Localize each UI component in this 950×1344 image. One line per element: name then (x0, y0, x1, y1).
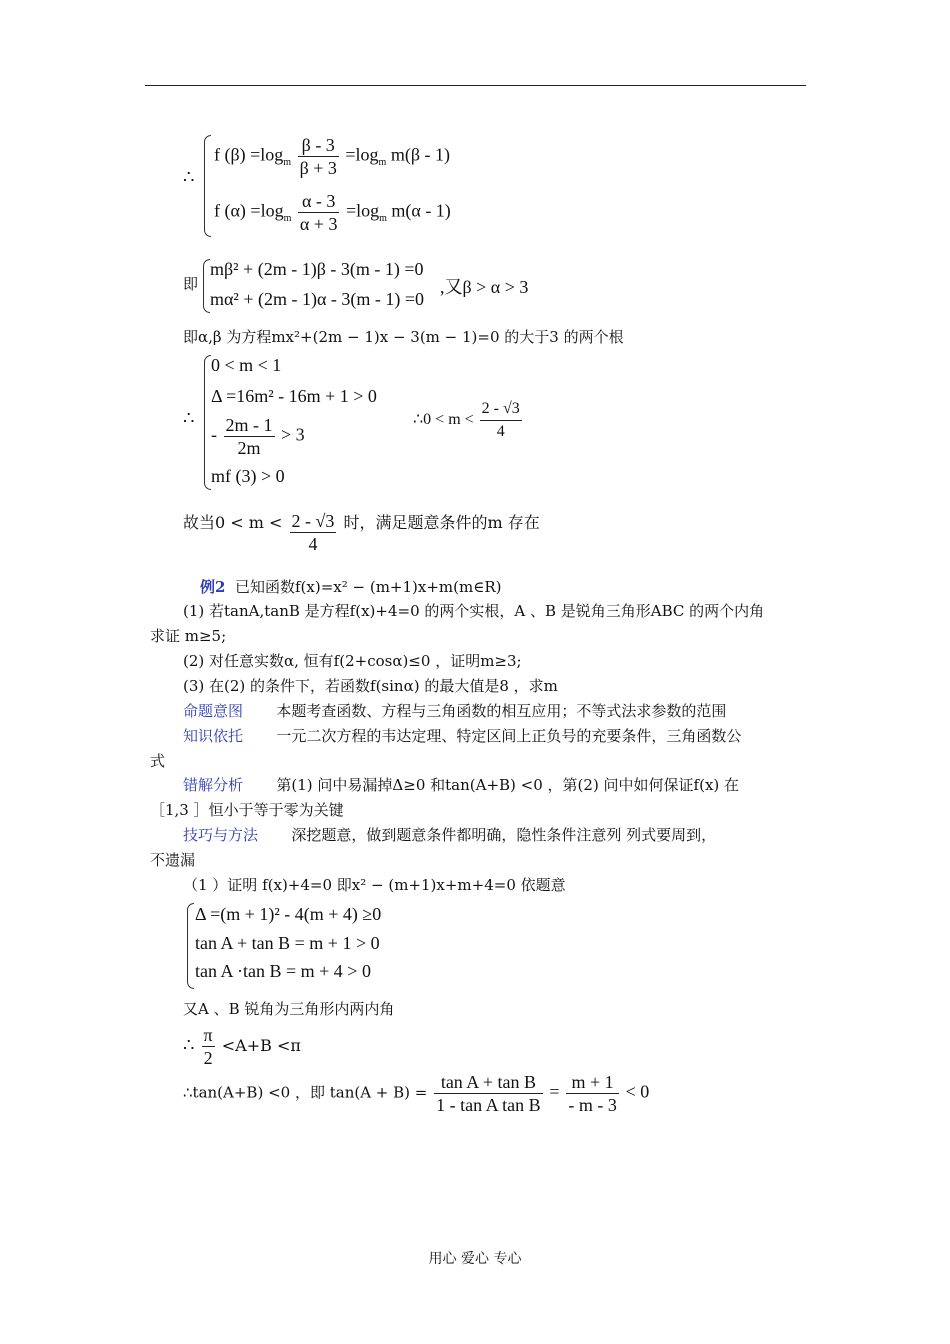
problem-part-2: (2) 对任意实数α, 恒有f(2+cosα)≤0 ，证明m≥3; (183, 652, 522, 670)
system-brace (204, 135, 211, 237)
basis-paragraph-cont: 式 (150, 752, 166, 770)
proof-discriminant: Δ =(m + 1)² - 4(m + 4) ≥0 (195, 904, 382, 924)
problem-part-3: (3) 在(2) 的条件下，若函数f(sinα) 的最大值是8 ，求m (183, 677, 558, 695)
page-footer: 用心 爱心 专心 (428, 1251, 522, 1267)
intent-paragraph: 命题意图 本题考查函数、方程与三角函数的相互应用；不等式法求参数的范围 (183, 702, 727, 720)
ordering-condition: ,又β > α > 3 (440, 277, 529, 297)
proof-sum: tan A + tan B = m + 1 > 0 (195, 933, 380, 953)
proof-intro: （1 ）证明 f(x)+4=0 即x² − (m+1)x+m+4=0 依题意 (183, 876, 566, 894)
condition-range: 0 < m < 1 (211, 355, 282, 375)
proof-acute-angles: 又A 、B 锐角为三角形内两内角 (183, 1000, 395, 1018)
problem-part-1-cont: 求证 m≥5; (150, 627, 227, 645)
conclusion-line: 故当0 < m < $\frac{2 - √3}{4}$ 时，满足题意条件的m 存在 (183, 511, 540, 554)
error-paragraph-cont: ［1,3 ］恒小于等于零为关键 (150, 801, 344, 819)
proof-angle-range: ∴ $\frac{\pi}{2}$ <A+B <π (183, 1025, 301, 1068)
equation-beta: f $(\beta) =\log_m$ $\frac{\beta - 3}{\beta + 3}$ $=\log_m$ m(β - 1) (214, 135, 450, 178)
proof-product: tan A ·tan B = m + 4 > 0 (195, 961, 371, 981)
problem-part-1: (1) 若tanA,tanB 是方程f(x)+4=0 的两个实根，A 、B 是锐角三角形ABC 的两个内角 (183, 602, 765, 620)
proof-tangent-conclusion: ∴tan(A+B) <0 ，即 tan(A + B) = $\frac{\text{tan A + tan B}}{\text{1 - tan A tan B}}$ = $\frac{m + 1}{- m - 3}$ < 0 (183, 1072, 650, 1115)
error-paragraph: 错解分析 第(1) 问中易漏掉Δ≥0 和tan(A+B) <0 ，第(2) 问中如何保证f(x) 在 (183, 776, 740, 794)
condition-value: mf (3) > 0 (211, 466, 285, 486)
example-heading: 例2 已知函数f(x)=x² − (m+1)x+m(m∈R) (200, 578, 502, 596)
header-rule (145, 85, 806, 86)
quadratic-alpha: mα² + (2m - 1)α - 3(m - 1) =0 (210, 289, 425, 309)
therefore-symbol: ∴ (183, 408, 195, 428)
condition-axis: - $\frac{2m - 1}{2m}$ > 3 (211, 415, 305, 458)
ji-label: 即 (183, 275, 199, 293)
quadratic-beta: mβ² + (2m - 1)β - 3(m - 1) =0 (210, 259, 424, 279)
system-brace (203, 259, 210, 313)
system-brace (187, 903, 194, 989)
equation-alpha: f $(\alpha) =\log_m$ $\frac{\alpha - 3}{\alpha + 3}$ $=\log_m$ m(α - 1) (214, 191, 451, 234)
method-paragraph-cont: 不遗漏 (150, 851, 196, 869)
range-result: ∴0 < m < $\frac{2 - √3}{4}$ (413, 400, 520, 440)
system-brace (204, 355, 211, 490)
basis-paragraph: 知识依托 一元二次方程的韦达定理、特定区间上正负号的充要条件，三角函数公 (183, 727, 742, 745)
condition-discriminant: Δ =16m² - 16m + 1 > 0 (211, 386, 377, 406)
therefore-symbol: ∴ (183, 167, 195, 187)
roots-statement: 即α,β 为方程mx²+(2m − 1)x − 3(m − 1)=0 的大于3 的两个根 (183, 328, 624, 346)
method-paragraph: 技巧与方法 深挖题意，做到题意条件都明确，隐性条件注意列 列式要周到， (183, 826, 717, 844)
